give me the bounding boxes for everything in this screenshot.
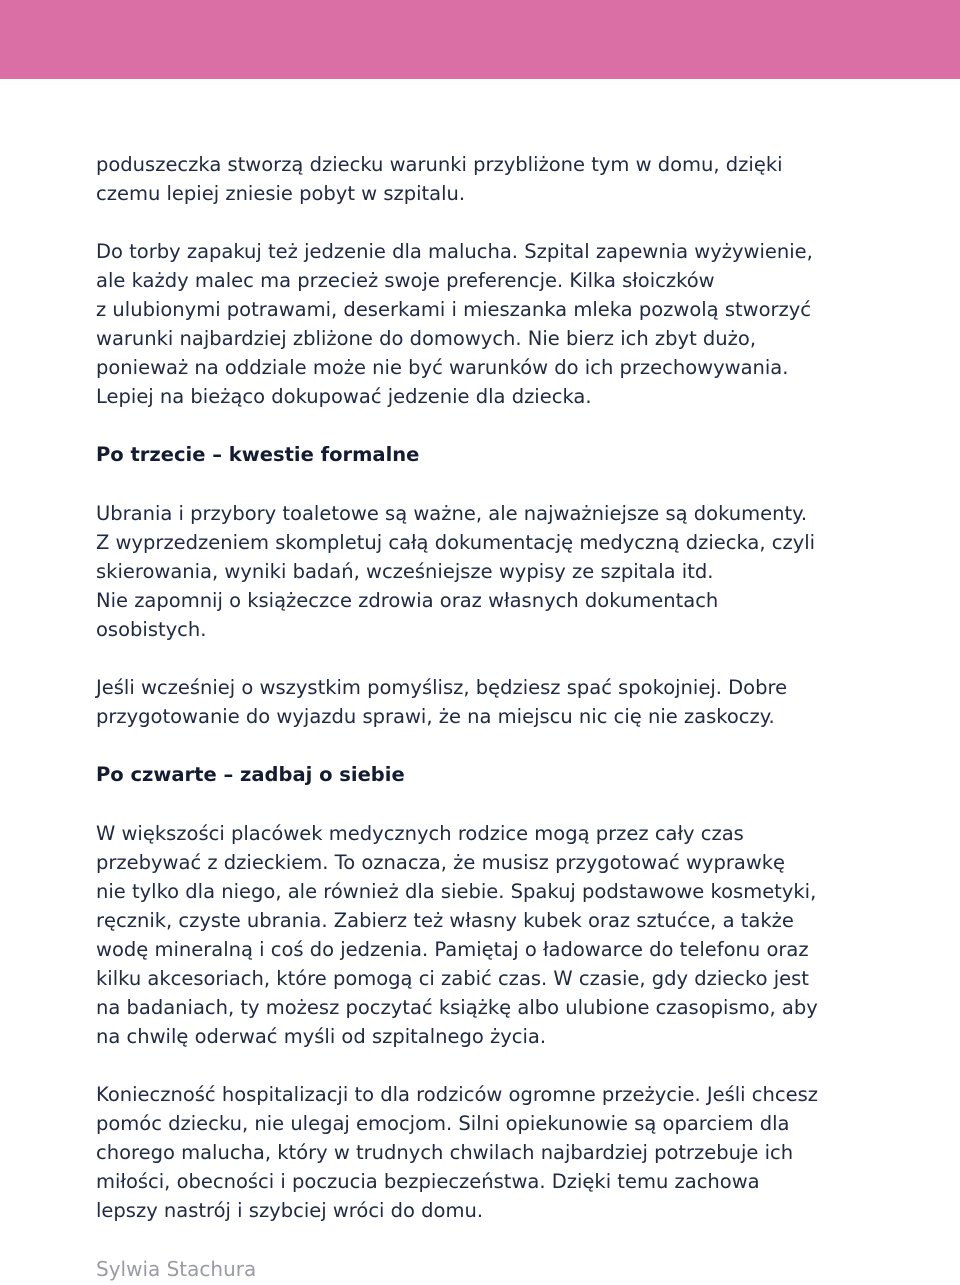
- text-line: przebywać z dzieckiem. To oznacza, że musisz przygotować wyprawkę: [96, 851, 786, 874]
- text-line: na badaniach, ty możesz poczytać książkę albo ulubione czasopismo, aby: [96, 996, 818, 1019]
- text-line: warunki najbardziej zbliżone do domowych. Nie bierz ich zbyt dużo,: [96, 327, 757, 350]
- text-line: wodę mineralną i coś do jedzenia. Pamiętaj o ładowarce do telefonu oraz: [96, 938, 809, 961]
- article-body: [96, 150, 876, 1225]
- text-line: pomóc dziecku, nie ulegaj emocjom. Silni opiekunowie są oparciem dla: [96, 1112, 790, 1135]
- paragraph-5: [96, 819, 876, 1051]
- paragraph-4: [96, 673, 876, 731]
- section-heading-formal: Po trzecie – kwestie formalne: [96, 443, 420, 466]
- text-line: Ubrania i przybory toaletowe są ważne, ale najważniejsze są dokumenty.: [96, 502, 808, 525]
- top-accent-band: [0, 0, 960, 79]
- text-line: poduszeczka stworzą dziecku warunki przybliżone tym w domu, dzięki: [96, 153, 783, 176]
- paragraph-6: [96, 1080, 876, 1225]
- text-line: nie tylko dla niego, ale również dla siebie. Spakuj podstawowe kosmetyki,: [96, 880, 817, 903]
- text-line: kilku akcesoriach, które pomogą ci zabić czas. W czasie, gdy dziecko jest: [96, 967, 809, 990]
- text-line: miłości, obecności i poczucia bezpieczeństwa. Dzięki temu zachowa: [96, 1170, 760, 1193]
- text-line: przygotowanie do wyjazdu sprawi, że na miejscu nic cię nie zaskoczy.: [96, 705, 775, 728]
- paragraph-3: [96, 499, 876, 644]
- text-line: ręcznik, czyste ubrania. Zabierz też własny kubek oraz sztućce, a także: [96, 909, 794, 932]
- paragraph-1: [96, 150, 876, 208]
- text-line: lepszy nastrój i szybciej wróci do domu.: [96, 1199, 484, 1222]
- text-line: Konieczność hospitalizacji to dla rodziców ogromne przeżycie. Jeśli chcesz: [96, 1083, 818, 1106]
- paragraph-2: [96, 237, 876, 411]
- author-name: Sylwia Stachura: [96, 1257, 257, 1281]
- text-line: Do torby zapakuj też jedzenie dla malucha. Szpital zapewnia wyżywienie,: [96, 240, 813, 263]
- text-line: Z wyprzedzeniem skompletuj całą dokumentację medyczną dziecka, czyli: [96, 531, 816, 554]
- text-line: Nie zapomnij o książeczce zdrowia oraz własnych dokumentach: [96, 589, 719, 612]
- text-line: skierowania, wyniki badań, wcześniejsze wypisy ze szpitala itd.: [96, 560, 714, 583]
- text-line: chorego malucha, który w trudnych chwilach najbardziej potrzebuje ich: [96, 1141, 794, 1164]
- text-line: z ulubionymi potrawami, deserkami i mieszanka mleka pozwolą stworzyć: [96, 298, 812, 321]
- text-line: W większości placówek medycznych rodzice mogą przez cały czas: [96, 822, 744, 845]
- text-line: Lepiej na bieżąco dokupować jedzenie dla dziecka.: [96, 385, 592, 408]
- text-line: osobistych.: [96, 618, 207, 641]
- text-line: ale każdy malec ma przecież swoje preferencje. Kilka słoiczków: [96, 269, 715, 292]
- section-heading-self-care: Po czwarte – zadbaj o siebie: [96, 763, 405, 786]
- text-line: Jeśli wcześniej o wszystkim pomyślisz, będziesz spać spokojniej. Dobre: [96, 676, 788, 699]
- text-line: ponieważ na oddziale może nie być warunków do ich przechowywania.: [96, 356, 789, 379]
- text-line: na chwilę oderwać myśli od szpitalnego życia.: [96, 1025, 547, 1048]
- text-line: czemu lepiej zniesie pobyt w szpitalu.: [96, 182, 466, 205]
